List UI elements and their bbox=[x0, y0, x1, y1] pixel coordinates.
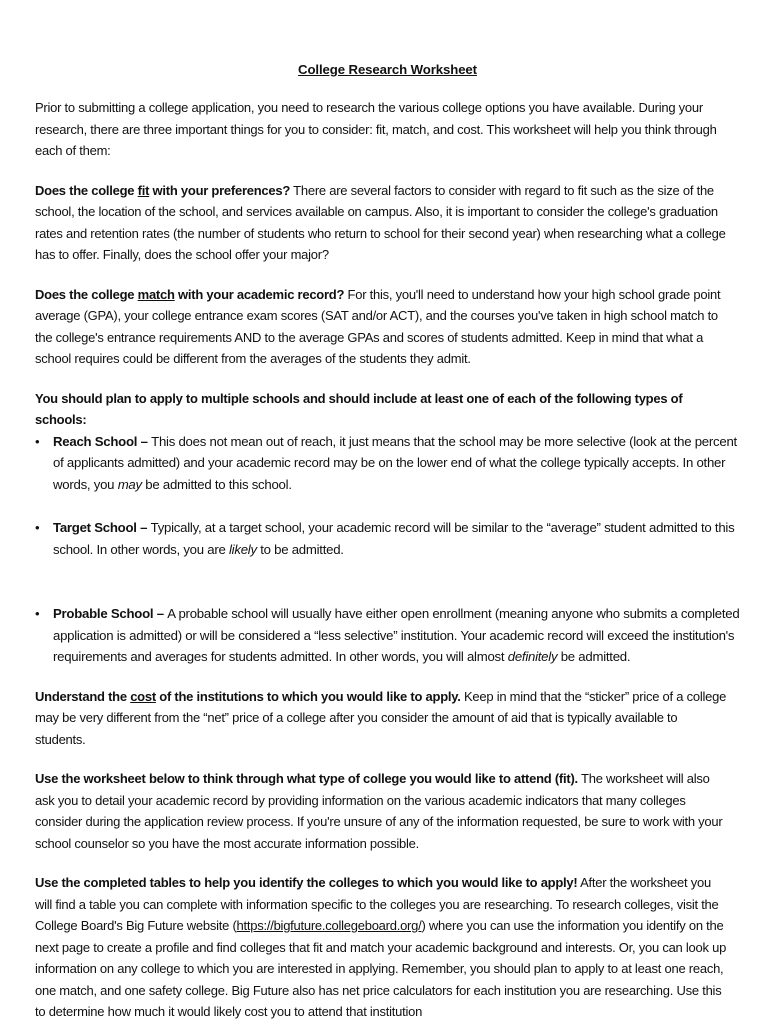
reach-school-emphasis: may bbox=[117, 476, 142, 492]
school-types-heading bbox=[35, 388, 729, 431]
target-school-dash: – bbox=[136, 520, 151, 535]
tables-body-end: ) where you can use the information you identify on the next page to create a profile and find colleges that fit and match your academic background and interests. Or, you can look up information on any college to which you are interested in applying. Remember, you should plan to apply to at least one reach, one match, and one safety college. Big Future also has net price calculators for each institution you are researching. Use this to determine how much it would likely cost you to attend that institution bbox=[35, 918, 727, 1019]
probable-school-label: Probable School bbox=[53, 606, 154, 621]
target-school-label: Target School bbox=[53, 520, 137, 535]
worksheet-heading: Use the worksheet below to think through what type of college you would like to attend (fit). bbox=[35, 771, 578, 786]
fit-lead: Does the college bbox=[35, 182, 138, 198]
tables-paragraph bbox=[35, 872, 729, 1023]
list-item-probable-school bbox=[35, 603, 740, 668]
match-keyword: match bbox=[137, 286, 175, 302]
fit-heading bbox=[35, 183, 290, 198]
match-heading bbox=[35, 287, 344, 302]
intro-paragraph bbox=[35, 97, 729, 162]
bullet-icon: • bbox=[35, 606, 40, 621]
target-school-text: Typically, at a target school, your academic record will be similar to the “average” student admitted to this school. In other words, you are bbox=[53, 520, 735, 557]
match-paragraph bbox=[35, 284, 729, 370]
cost-lead-end: of the institutions to which you would like to apply. bbox=[155, 688, 461, 704]
fit-lead-end: with your preferences? bbox=[149, 182, 291, 198]
probable-school-emphasis: definitely bbox=[507, 649, 558, 664]
list-item-target-school bbox=[35, 517, 740, 560]
intro-text: Prior to submitting a college application, you need to research the various college options you have available. During your research, there are three important things for you to consider: fit, match, and cost. This worksheet will help you think through each of them: bbox=[35, 100, 717, 158]
worksheet-paragraph bbox=[35, 768, 729, 854]
reach-school-label: Reach School bbox=[53, 433, 138, 449]
worksheet-body: The worksheet will also ask you to detail your academic record by providing information on the various academic indicators that many colleges consider during the application review process. If you're unsure of any of the information requested, be sure to work with your school counselor so you have the most accurate information possible. bbox=[35, 771, 723, 851]
bullet-icon: • bbox=[35, 520, 40, 535]
probable-school-text-end: be admitted. bbox=[557, 649, 631, 664]
target-school-emphasis: likely bbox=[229, 541, 257, 557]
target-school-text-end: to be admitted. bbox=[256, 541, 344, 557]
reach-school-text: This does not mean out of reach, it just means that the school may be more selective (look at the percent of applicants admitted) and your academic record may be on the lower end of what the college typically accepts. In other words, you bbox=[53, 433, 737, 492]
probable-school-text: A probable school will usually have either open enrollment (meaning anyone who submits a completed application is admitted) or will be considered a “less selective” institution. Your academic record will exceed the institution's requirements and averages for students admitted. In other words, you will almost bbox=[53, 606, 740, 664]
probable-school-dash: – bbox=[153, 606, 168, 621]
fit-body: There are several factors to consider with regard to fit such as the size of the school, the location of the school, and services available on campus. Also, it is important to consider the college's graduation rates and retention rates (the number of students who return to school for their second year) when researching what a college has to offer. Finally, does the school offer your major? bbox=[35, 182, 726, 262]
school-types-list bbox=[35, 431, 740, 668]
cost-keyword: cost bbox=[130, 688, 156, 704]
reach-school-dash: – bbox=[137, 433, 152, 449]
cost-body: Keep in mind that the “sticker” price of a college may be very different from the “net” price of a college after you consider the amount of aid that is typically available to students. bbox=[35, 688, 727, 747]
match-lead: Does the college bbox=[35, 286, 138, 302]
match-lead-end: with your academic record? bbox=[174, 286, 345, 302]
list-item-reach-school bbox=[35, 431, 740, 496]
match-body: For this, you'll need to understand how your high school grade point average (GPA), your college entrance exam scores (SAT and/or ACT), and the courses you've taken in high school match to the college's entrance requirements AND to the average GPAs and scores of students admitted. Keep in mind that what a school requires could be different from the averages of the students they admit. bbox=[35, 286, 721, 366]
bullet-icon: • bbox=[35, 433, 40, 449]
tables-heading: Use the completed tables to help you identify the colleges to which you would like to apply! bbox=[35, 875, 578, 890]
bigfuture-link[interactable]: https://bigfuture.collegeboard.org/ bbox=[236, 918, 422, 933]
page-title: College Research Worksheet bbox=[298, 62, 477, 77]
fit-paragraph bbox=[35, 180, 729, 266]
cost-lead: Understand the bbox=[35, 688, 131, 704]
fit-keyword: fit bbox=[137, 182, 150, 198]
tables-body: After the worksheet you will find a table you can complete with information specific to the colleges you are researching. To research colleges, visit the College Board's Big Future website ( bbox=[35, 875, 719, 933]
reach-school-text-end: be admitted to this school. bbox=[141, 476, 292, 492]
cost-heading bbox=[35, 689, 461, 704]
cost-paragraph bbox=[35, 686, 729, 751]
school-types-heading-text: You should plan to apply to multiple schools and should include at least one of each of the following types of schools: bbox=[35, 390, 683, 427]
